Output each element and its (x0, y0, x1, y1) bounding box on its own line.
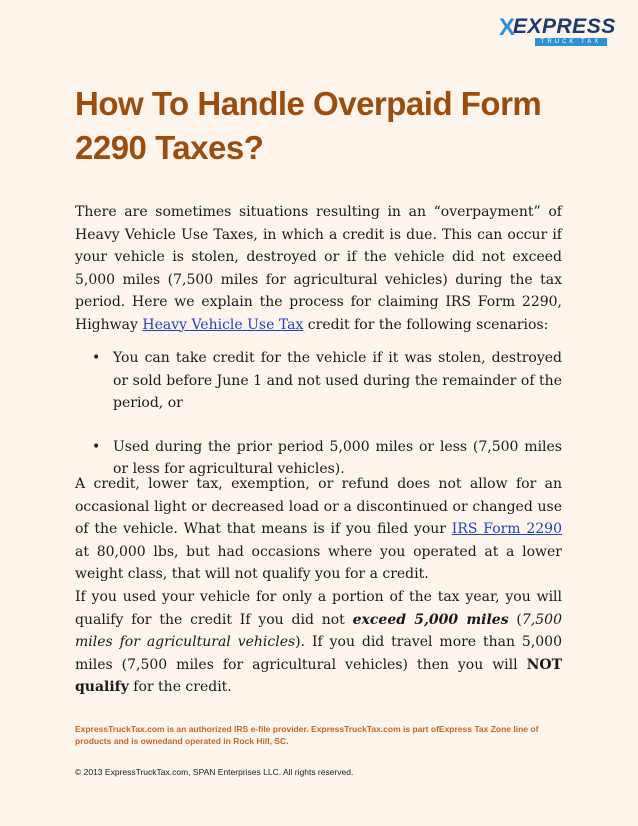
para2-text: A credit, lower tax, exemption, or refund does not allow for an occasional light or decreased load or a discontinued or changed use of the vehicle. What that means is if you filed your (75, 476, 562, 537)
para3-text-1: If you used your vehicle for only a portion of the tax year, you will qualify for the credit If you did not (75, 589, 562, 628)
not-qualify-emphasis: NOT qualify (75, 656, 562, 695)
list-item-text: Used during the prior period 5,000 miles or less (7,500 miles or less for agricultural vehicles). (113, 438, 562, 477)
para3-text-2: ( (508, 611, 522, 628)
irs-form-2290-link[interactable]: IRS Form 2290 (451, 521, 562, 537)
intro-text: There are sometimes situations resulting in an “overpayment” of Heavy Vehicle Use Taxes, in which a credit is due. This can occur if your vehicle is stolen, destroyed or if the vehicle did not exceed 5,000 miles (7,500 miles for agricultural vehicles) during the tax period. Here we explain the process for claiming IRS Form 2290, Highway (75, 204, 562, 333)
qualify-paragraph (75, 586, 562, 699)
intro-text-end: credit for the following scenarios: (303, 316, 549, 333)
heavy-vehicle-use-tax-link[interactable]: Heavy Vehicle Use Tax (142, 316, 304, 333)
agricultural-emphasis: 7,500 miles for agricultural vehicles (75, 611, 562, 650)
bullet-icon: • (92, 350, 101, 366)
bullet-icon: • (92, 438, 101, 455)
footer-note: ExpressTruckTax.com is an authorized IRS e-file provider. ExpressTruckTax.com is part ofExpress Tax Zone line of products and is ownedand operated in Rock Hill, SC. (75, 724, 539, 746)
copyright-text: © 2013 ExpressTruckTax.com, SPAN Enterprises LLC. All rights reserved. (75, 767, 354, 777)
express-truck-tax-logo[interactable] (499, 14, 616, 46)
list-item (75, 347, 562, 415)
para3-text-4: for the credit. (128, 679, 232, 695)
list-item-text: You can take credit for the vehicle if it was stolen, destroyed or sold before June 1 and not used during the remainder of the period, or (113, 350, 562, 411)
intro-paragraph (75, 201, 562, 336)
logo-wordmark: EXPRESS (513, 15, 616, 38)
para2-text-end: at 80,000 lbs, but had occasions where you operated at a lower weight class, that will not qualify you for a credit. (75, 543, 562, 582)
title-line-1: How To Handle Overpaid Form (75, 85, 542, 122)
logo-subtitle: TRUCK TAX (535, 38, 607, 46)
page-title (75, 82, 565, 170)
exceed-miles-emphasis: exceed 5,000 miles (352, 611, 509, 628)
logo-x-mark: X (499, 14, 516, 41)
credit-paragraph (75, 473, 562, 586)
para3-text-3: ). If you did travel more than 5,000 miles (7,500 miles for agricultural vehicles) then you will (75, 634, 562, 673)
title-line-2: 2290 Taxes? (75, 129, 264, 166)
